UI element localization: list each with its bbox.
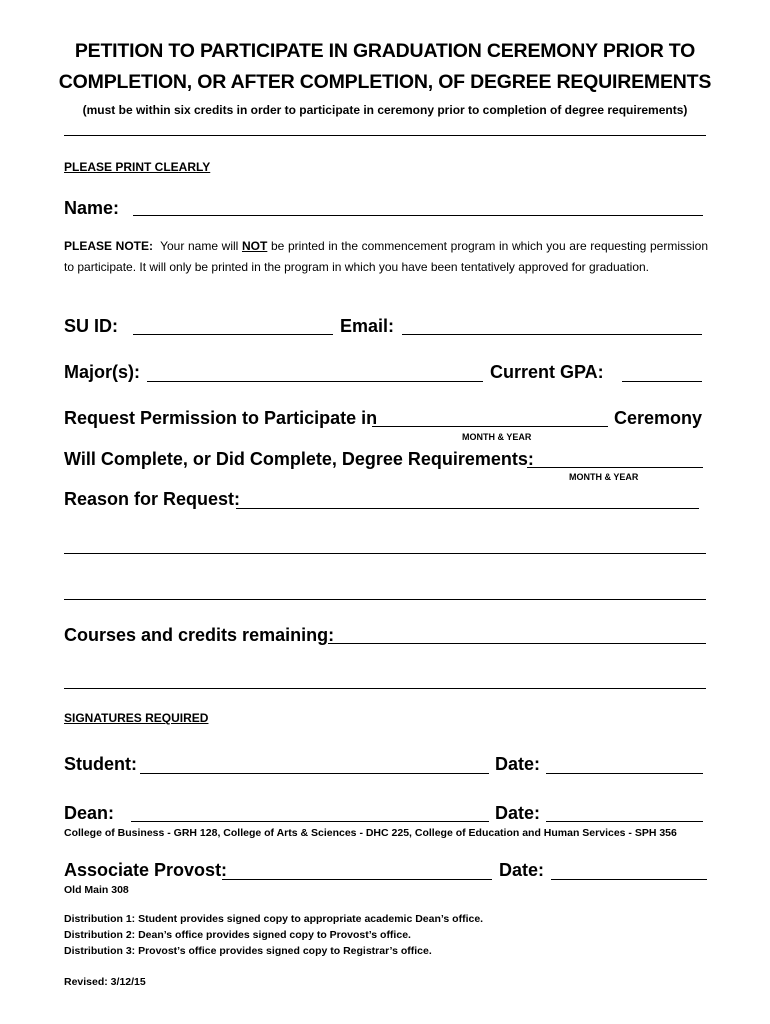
student-date-label: Date: xyxy=(495,754,541,774)
reason-field-line-3[interactable] xyxy=(64,599,706,600)
reason-field-line-1[interactable] xyxy=(236,508,699,509)
name-label: Name: xyxy=(64,198,120,218)
majors-label: Major(s): xyxy=(64,362,140,382)
dean-signature-label: Dean: xyxy=(64,803,115,823)
request-permission-label: Request Permission to Participate in xyxy=(64,408,378,428)
month-year-hint-1: MONTH & YEAR xyxy=(462,432,532,442)
dean-date-line[interactable] xyxy=(546,821,703,822)
distribution-line-3: Distribution 3: Provost’s office provides signed copy to Registrar’s office. xyxy=(64,945,432,957)
dean-signature-line[interactable] xyxy=(131,821,489,822)
provost-signature-line[interactable] xyxy=(222,879,492,880)
majors-field-line[interactable] xyxy=(147,381,483,382)
dean-date-label: Date: xyxy=(495,803,541,823)
print-clearly-heading: PLEASE PRINT CLEARLY xyxy=(64,160,211,174)
provost-date-line[interactable] xyxy=(551,879,707,880)
please-note-prefix: PLEASE NOTE: xyxy=(64,239,153,253)
form-title-line-1: PETITION TO PARTICIPATE IN GRADUATION CEREMONY PRIOR TO xyxy=(74,40,696,62)
header-divider xyxy=(64,135,706,136)
completion-date-field-line[interactable] xyxy=(527,467,703,468)
provost-date-label: Date: xyxy=(499,860,545,880)
gpa-label: Current GPA: xyxy=(490,362,604,382)
note-text-1: Your name will xyxy=(160,239,239,253)
student-signature-label: Student: xyxy=(64,754,137,774)
month-year-hint-2: MONTH & YEAR xyxy=(569,472,639,482)
name-field-line[interactable] xyxy=(133,215,703,216)
note-text-2: be printed in the commencement program in which you are requesting permission to participate. It will only be printed in the program in which you have been tentatively approved for graduation. xyxy=(64,239,708,274)
email-label: Email: xyxy=(340,316,395,336)
courses-remaining-label: Courses and credits remaining: xyxy=(64,625,335,645)
form-subtitle: (must be within six credits in order to participate in ceremony prior to completion of degree requirements) xyxy=(82,103,688,117)
please-note-paragraph xyxy=(64,236,708,277)
su-id-label: SU ID: xyxy=(64,316,118,336)
signatures-heading: SIGNATURES REQUIRED xyxy=(64,711,209,725)
reason-field-line-2[interactable] xyxy=(64,553,706,554)
provost-signature-label: Associate Provost: xyxy=(64,860,228,880)
courses-field-line-1[interactable] xyxy=(328,643,706,644)
provost-office-location: Old Main 308 xyxy=(64,884,129,896)
ceremony-date-field-line[interactable] xyxy=(372,426,608,427)
complete-requirements-label: Will Complete, or Did Complete, Degree Requirements: xyxy=(64,449,534,469)
form-title-line-2: COMPLETION, OR AFTER COMPLETION, OF DEGREE REQUIREMENTS xyxy=(58,71,712,93)
su-id-field-line[interactable] xyxy=(133,334,333,335)
dean-office-locations: College of Business - GRH 128, College of Arts & Sciences - DHC 225, College of Education and Human Services - SPH 356 xyxy=(64,827,677,839)
courses-field-line-2[interactable] xyxy=(64,688,706,689)
gpa-field-line[interactable] xyxy=(622,381,702,382)
ceremony-label: Ceremony xyxy=(614,408,703,428)
note-emphasis: NOT xyxy=(241,239,268,253)
reason-label: Reason for Request: xyxy=(64,489,241,509)
student-signature-line[interactable] xyxy=(140,773,489,774)
email-field-line[interactable] xyxy=(402,334,702,335)
distribution-line-2: Distribution 2: Dean’s office provides signed copy to Provost’s office. xyxy=(64,929,411,941)
revised-date: Revised: 3/12/15 xyxy=(64,976,146,988)
distribution-line-1: Distribution 1: Student provides signed copy to appropriate academic Dean’s office. xyxy=(64,913,484,925)
student-date-line[interactable] xyxy=(546,773,703,774)
